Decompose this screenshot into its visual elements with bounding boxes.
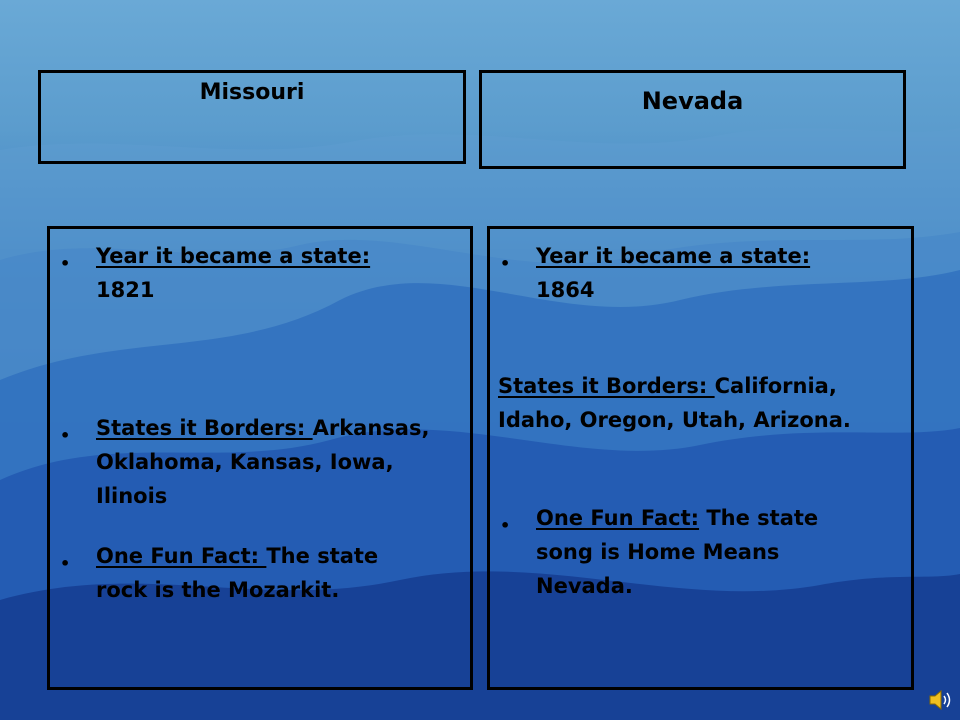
nevada-borders-item xyxy=(498,369,851,437)
missouri-year-item xyxy=(96,239,370,307)
nevada-fact-value-3: Nevada. xyxy=(536,574,633,598)
missouri-fact-value: The state xyxy=(266,544,379,568)
nevada-title-box xyxy=(479,70,906,169)
nevada-year-item xyxy=(536,239,810,307)
nevada-fact-value-2: song is Home Means xyxy=(536,540,780,564)
missouri-fact-label: One Fun Fact: xyxy=(96,544,267,568)
nevada-fact-item xyxy=(536,501,818,603)
nevada-borders-value: California, xyxy=(714,374,837,398)
nevada-title: Nevada xyxy=(641,87,744,115)
nevada-borders-label: States it Borders: xyxy=(498,374,715,398)
missouri-title: Missouri xyxy=(199,80,305,105)
bullet: • xyxy=(500,254,511,273)
missouri-fact-item xyxy=(96,539,378,607)
nevada-fact-value: The state xyxy=(699,506,819,530)
nevada-facts-box xyxy=(487,226,914,690)
nevada-year-label: Year it became a state: xyxy=(536,244,811,268)
missouri-year-label: Year it became a state: xyxy=(96,244,371,268)
missouri-fact-value-2: rock is the Mozarkit. xyxy=(96,578,340,602)
missouri-facts-box xyxy=(47,226,473,690)
bullet: • xyxy=(60,554,71,573)
missouri-year-value: 1821 xyxy=(96,278,155,302)
bullet: • xyxy=(500,516,511,535)
missouri-borders-label: States it Borders: xyxy=(96,416,313,440)
bullet: • xyxy=(60,254,71,273)
missouri-title-box xyxy=(38,70,466,164)
nevada-year-value: 1864 xyxy=(536,278,595,302)
missouri-borders-item xyxy=(96,411,429,513)
nevada-borders-value-2: Idaho, Oregon, Utah, Arizona. xyxy=(498,408,851,432)
speaker-icon[interactable] xyxy=(928,688,954,712)
nevada-fact-label: One Fun Fact: xyxy=(536,506,700,530)
missouri-borders-value-2: Oklahoma, Kansas, Iowa, xyxy=(96,450,394,474)
missouri-borders-value-3: Ilinois xyxy=(96,484,168,508)
missouri-borders-value: Arkansas, xyxy=(312,416,430,440)
bullet: • xyxy=(60,426,71,445)
